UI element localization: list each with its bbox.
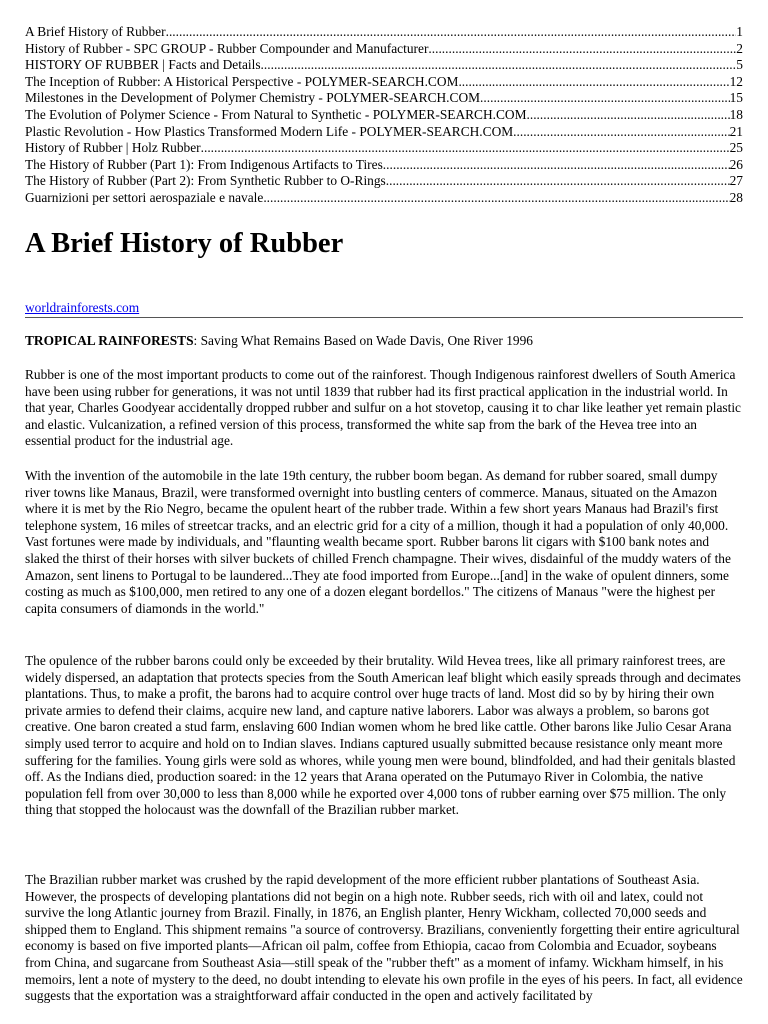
- toc-entry[interactable]: [25, 173, 743, 190]
- lede-text: : Saving What Remains Based on Wade Davis, One River 1996: [193, 333, 534, 348]
- toc-entry-title: History of Rubber | Holz Rubber: [25, 140, 201, 156]
- toc-entry-title: Milestones in the Development of Polymer Chemistry - POLYMER-SEARCH.COM: [25, 90, 481, 106]
- toc-entry[interactable]: [25, 24, 743, 41]
- toc-leader-dots: [261, 57, 737, 74]
- toc-entry-page: 25: [729, 140, 743, 156]
- toc-leader-dots: [263, 190, 729, 207]
- toc-entry[interactable]: [25, 124, 743, 141]
- toc-entry[interactable]: [25, 57, 743, 74]
- toc-entry[interactable]: [25, 107, 743, 124]
- toc-entry-page: 15: [729, 90, 743, 106]
- toc-entry-page: 5: [736, 57, 743, 73]
- toc-entry-title: Plastic Revolution - How Plastics Transformed Modern Life - POLYMER-SEARCH.COM: [25, 123, 514, 139]
- toc-leader-dots: [513, 124, 729, 141]
- toc-entry-page: 1: [736, 24, 743, 39]
- toc-leader-dots: [428, 41, 736, 58]
- toc-leader-dots: [386, 173, 730, 190]
- document-page: [25, 24, 743, 1004]
- toc-entry-title: A Brief History of Rubber: [25, 24, 166, 39]
- source-link[interactable]: worldrainforests.com: [25, 300, 140, 315]
- toc-entry-title: The History of Rubber (Part 1): From Indigenous Artifacts to Tires: [25, 156, 383, 172]
- toc-leader-dots: [458, 74, 729, 91]
- toc-entry-page: 26: [729, 156, 743, 172]
- article-paragraph: Rubber is one of the most important products to come out of the rainforest. Though Indigenous rainforest dwellers of South America have been using rubber for generations, it was not until 1839 that rubber had its first practical application in the industrial world. In that year, Charles Goodyear accidentally dropped rubber and sulfur on a hot stovetop, causing it to char like leather yet remain plastic and elastic. Vulcanization, a refined version of this process, transformed the white sap from the bark of the Hevea tree into an essential product for the industrial age.: [25, 367, 741, 449]
- table-of-contents: [25, 24, 743, 207]
- toc-entry-page: 2: [736, 40, 743, 56]
- toc-entry[interactable]: [25, 140, 743, 157]
- article-paragraph: The Brazilian rubber market was crushed by the rapid development of the more efficient rubber plantations of Southeast Asia. However, the prospects of developing plantations did not begin on a high note. Rubber seeds, rich with oil and latex, could not survive the long Atlantic journey from Brazil. Finally, in 1876, an English planter, Henry Wickham, collected 70,000 seeds and shipped them to England. This shipment remains "a source of controversy. Brazilians, conveniently forgetting their entire agricultural economy is based on five imported plants—African oil palm, coffee from Ethiopia, cacao from Colombia and Ecuador, soybeans from China, and sugarcane from Southeast Asia—still speak of the "rubber theft" as a moment of infamy. Wickham himself, in his memoirs, lent a note of mystery to the deed, no doubt intending to elevate his own profile in the eyes of his peers. In fact, all evidence suggests that the exportation was a straightforward affair conducted in the open and actively facilitated by: [25, 872, 743, 1004]
- toc-entry[interactable]: [25, 74, 743, 91]
- toc-entry-page: 21: [729, 123, 743, 139]
- toc-entry-page: 27: [729, 173, 743, 189]
- toc-leader-dots: [480, 90, 730, 107]
- toc-entry-title: History of Rubber - SPC GROUP - Rubber Compounder and Manufacturer: [25, 40, 429, 56]
- toc-leader-dots: [383, 157, 730, 174]
- toc-entry[interactable]: [25, 157, 743, 174]
- article-paragraph: The opulence of the rubber barons could only be exceeded by their brutality. Wild Hevea trees, like all primary rainforest trees, are widely dispersed, an adaptation that protects species from the South American leaf blight which easily spreads through and decimates plantations. Thus, to make a profit, the barons had to acquire control over huge tracts of land. Most did so by by hiring their own private armies to defend their claims, acquire new land, and capture native laborers. Labor was always a problem, so barons got creative. One baron created a stud farm, enslaving 600 Indian women whom he bred like cattle. Other barons like Julio Cesar Arana simply used terror to acquire and hold on to Indian slaves. Indians captured usually submitted because resistance only meant more suffering for the families. Young girls were sold as whores, while young men were bound, blindfolded, and had their genitals blasted off. As the Indians died, production soared: in the 12 years that Arana operated on the Putumayo River in Colombia, the native population fell from over 30,000 to less than 8,000 while he exported over 4,000 tons of rubber earning over $75 million. The only thing that stopped the holocaust was the downfall of the Brazilian rubber market.: [25, 653, 741, 818]
- toc-entry[interactable]: [25, 190, 743, 207]
- toc-entry[interactable]: [25, 41, 743, 58]
- toc-entry-title: The History of Rubber (Part 2): From Synthetic Rubber to O-Rings: [25, 173, 386, 189]
- article-lede: [25, 333, 533, 350]
- toc-leader-dots: [166, 24, 737, 41]
- toc-entry-page: 28: [729, 189, 743, 205]
- lede-bold-label: TROPICAL RAINFORESTS: [25, 333, 194, 348]
- article-paragraph: With the invention of the automobile in the late 19th century, the rubber boom began. As demand for rubber soared, small dumpy river towns like Manaus, Brazil, were transformed overnight into bustling centers of commerce. Manaus, situated on the Amazon where it is met by the Rio Negro, became the opulent heart of the rubber trade. Within a few short years Manaus had Brazil's first telephone system, 16 miles of streetcar tracks, and an electric grid for a city of a million, though it had a population of only 40,000. Vast fortunes were made by individuals, and "flaunting wealth became sport. Rubber barons lit cigars with $100 bank notes and slaked the thirst of their horses with silver buckets of chilled French champagne. Their wives, disdainful of the muddy waters of the Amazon, sent linens to Portugal to be laundered...They ate food imported from Europe...[and] in the wake of opulent dinners, some costing as much as $100,000, men retired to any one of a dozen elegant bordellos." The citizens of Manaus "were the highest per capita consumers of diamonds in the world.": [25, 468, 731, 616]
- toc-entry-title: The Evolution of Polymer Science - From Natural to Synthetic - POLYMER-SEARCH.COM: [25, 106, 527, 122]
- toc-entry-page: 12: [729, 73, 743, 89]
- article-title: A Brief History of Rubber: [25, 228, 344, 259]
- toc-entry-page: 18: [729, 106, 743, 122]
- toc-entry-title: HISTORY OF RUBBER | Facts and Details: [25, 57, 261, 73]
- toc-entry-title: The Inception of Rubber: A Historical Perspective - POLYMER-SEARCH.COM: [25, 73, 459, 89]
- toc-entry[interactable]: [25, 90, 743, 107]
- toc-entry-title: Guarnizioni per settori aerospaziale e navale: [25, 189, 264, 205]
- toc-leader-dots: [201, 140, 730, 157]
- horizontal-divider: [25, 317, 743, 318]
- toc-leader-dots: [527, 107, 730, 124]
